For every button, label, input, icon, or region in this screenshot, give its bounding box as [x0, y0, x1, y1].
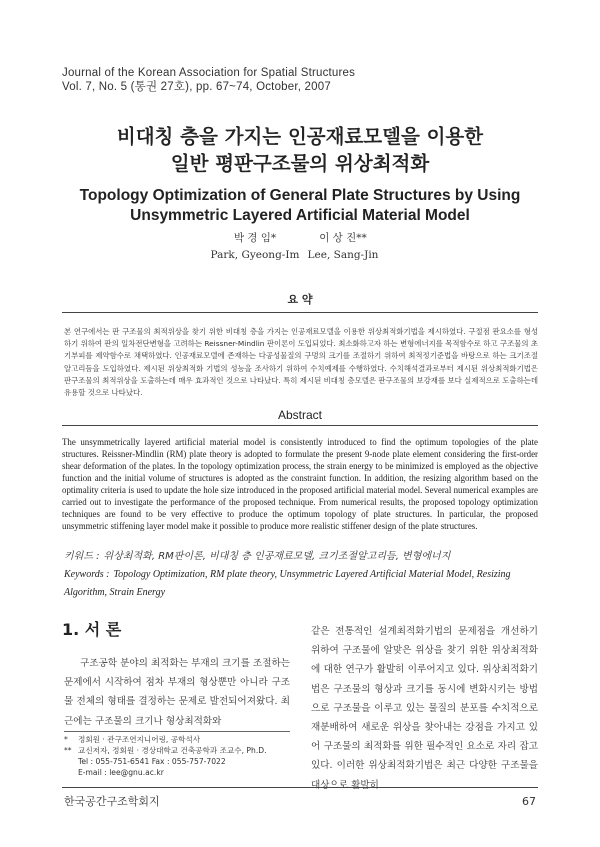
- author-2-name-ko: 이 상 진**: [319, 232, 367, 244]
- section-1-column-2: 같은 전통적인 설계최적화기법의 문제점을 개선하기 위하여 구조물에 알맞은 위상을 찾기 위한 위상최적화에 대한 연구가 활발히 이루어지고 있다. 위상최적화기법은 구조물의 형상과 크기를 동시에 변화시키는 방법으로 구조물을 이루고 있는 물질의 분포를 수치적으로 재분배하여 새로운 위상을 찾아내는 강점을 가지고 있어 구조물의 최적화를 위한 필수적인 요소로 자리 잡고 있다. 이러한 위상최적화기법은 최근 다양한 구조물을 대상으로 활발히: [311, 626, 538, 791]
- footnote-2: [64, 745, 267, 756]
- abstract-heading: Abstract: [277, 408, 322, 422]
- journal-name: Journal of the Korean Association for Spatial Structures: [62, 67, 356, 79]
- footnote-1: [64, 734, 200, 745]
- footnote-2-email: E-mail : lee@gnu.ac.kr: [78, 768, 164, 777]
- footnote-1-text: 정회원 · 관구조연지니어링, 공학석사: [78, 735, 201, 744]
- section-1-title: 1. 서 론: [62, 620, 122, 639]
- footer-society-name: 한국공간구조학회지: [64, 795, 160, 808]
- keywords-ko-label: 키워드 :: [64, 551, 100, 562]
- journal-header: [62, 66, 355, 94]
- keywords-ko: [64, 546, 538, 564]
- author-1-name-ko: 박 경 임*: [233, 232, 277, 244]
- korean-summary-heading: 요 약: [287, 293, 313, 306]
- footnote-divider: [64, 731, 290, 732]
- journal-volume: Vol. 7, No. 5 (통권 27호), pp. 67~74, October, 2007: [62, 81, 331, 93]
- korean-title-line2: 일반 평판구조물의 위상최적화: [170, 152, 430, 175]
- section-1-column-1: 구조공학 분야의 최적화는 부재의 크기를 조절하는 문제에서 시작하여 점차 부재의 형상뿐만 아니라 구조물 전체의 형태를 결정하는 문제로 발전되어져왔다. 최근에는 구조물의 크기나 형상최적화와: [64, 658, 290, 727]
- footnote-2-text: 교신저자, 정회원 · 경상대학교 건축공학과 조교수, Ph.D.: [78, 746, 267, 755]
- summary-divider: [62, 312, 538, 313]
- keywords-ko-text: 위상최적화, RM판이론, 비대칭 층 인공재료모델, 크기조절알고리듬, 변형에너지: [103, 551, 451, 562]
- korean-title-line1: 비대칭 층을 가지는 인공재료모델을 이용한: [116, 125, 484, 148]
- author-2-name-en: Lee, Sang-Jin: [307, 249, 379, 261]
- footer-page-number: 67: [522, 795, 536, 808]
- abstract-text: The unsymmetrically layered artificial material model is consistently introduced to find the optimum topologies of the plate structures. Reissner-Mindlin (RM) plate theory is adopted to formulate the present 9-node plate element considering the first-order shear deformation of the plates. In the topology optimization process, the strain energy to be minimized is employed as the objective function and the initial volume of structures is adopted as the constraint function. In addition, the resizing algorithm based on the optimality criteria is used to update the hole size introduced in the proposed artificial material model. Several numerical examples are carried out to investigate the performance of the proposed technique. From numerical results, the proposed topology optimization techniques are found to be very effective to produce the optimum topology of plate structures. In particular, the proposed unsymmetric stiffening layer model make it possible to produce more realistic stiffener design of the plate structures.: [62, 437, 538, 531]
- author-2: [288, 231, 398, 262]
- footnote-2-tel: Tel : 055-751-6541 Fax : 055-757-7022: [78, 757, 226, 766]
- keywords-en-label: Keywords :: [64, 569, 110, 580]
- author-1-name-en: Park, Gyeong-Im: [210, 249, 300, 261]
- keywords-en: [64, 564, 538, 600]
- footer-divider: [62, 787, 538, 788]
- keywords-en-text: Topology Optimization, RM plate theory, Unsymmetric Layered Artificial Material Model, Resizing Algorithm, Strain Energy: [64, 569, 511, 598]
- korean-summary-text: 본 연구에서는 판 구조물의 최적위상을 찾기 위한 비대칭 층을 가지는 인공재료모델을 이용한 위상최적화기법을 제시하였다. 구절점 판요소를 형성하기 위하여 판의 일차전단변형을 고려하는 Reissner-Mindlin 판이론이 도입되었다. 최소화하고자 하는 변형에너지를 목적함수로 하고 구조물의 초기부피를 제약함수로 채택하였다. 인공재료모델에 존재하는 다공성물질의 구멍의 크기를 조절하기 위하여 최적정기준법을 바탕으로 하는 크기조절알고리듬을 도입하였다. 제시된 위상최적화 기법의 성능을 조사하기 위하여 수치예제를 수행하였다. 수치해석결과로부터 제시된 위상최적화기법은 판구조물의 최적위상을 도출하는데 매우 효과적인 것으로 나타났다. 특히 제시된 비대칭 층모델은 판구조물의 보강재를 보다 실제적으로 도출하는데 유용할 것으로 나타났다.: [64, 327, 538, 398]
- footnote-2-mark: **: [64, 746, 72, 755]
- english-title-line2: Unsymmetric Layered Artificial Material Model: [130, 207, 470, 224]
- english-title-line1: Topology Optimization of General Plate Structures by Using: [79, 187, 521, 204]
- footnote-1-mark: *: [64, 735, 68, 744]
- abstract-divider: [62, 425, 538, 426]
